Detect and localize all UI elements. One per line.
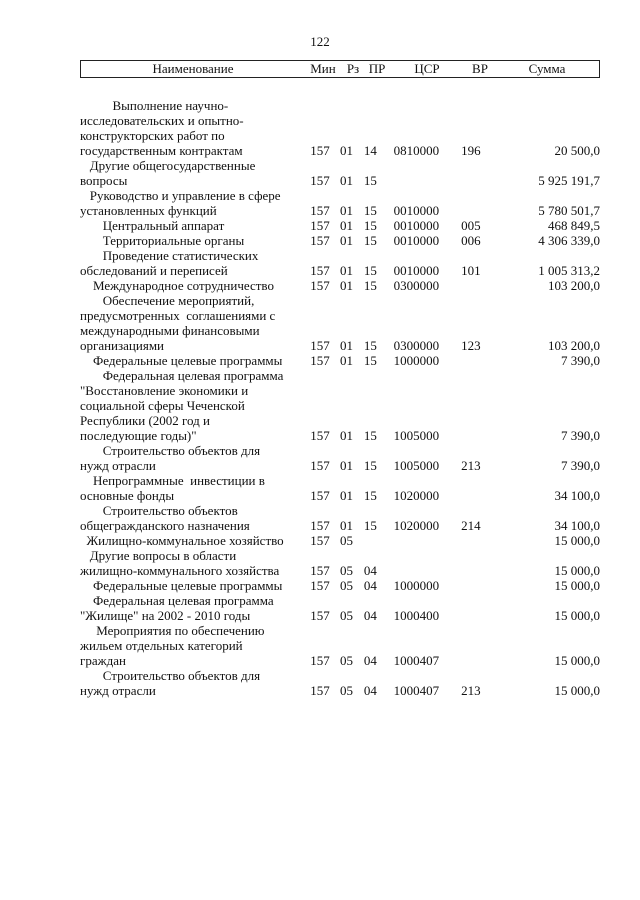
table-row xyxy=(80,248,600,278)
row-name: Непрограммные инвестиции в основные фонды xyxy=(80,473,265,503)
row-pr: 14 xyxy=(363,143,377,158)
row-rz: 01 xyxy=(340,518,353,533)
table-body xyxy=(80,98,600,698)
row-name: Федеральная целевая программа "Восстановление экономики и социальной сферы Чеченской Республики (2002 год и последующие годы)" xyxy=(80,368,284,443)
row-rz: 01 xyxy=(340,203,353,218)
row-csr: 1020000 xyxy=(393,518,440,533)
row-vr: 213 xyxy=(461,683,481,698)
row-pr: 15 xyxy=(363,218,377,233)
row-min: 157 xyxy=(310,278,330,293)
row-vr: 101 xyxy=(461,263,481,278)
table-row xyxy=(80,233,600,248)
row-min: 157 xyxy=(310,218,330,233)
row-sum: 468 849,5 xyxy=(548,218,600,233)
row-name: Международное сотрудничество xyxy=(80,278,274,293)
row-csr: 0010000 xyxy=(393,233,440,248)
row-pr: 15 xyxy=(363,233,377,248)
row-name: Мероприятия по обеспечению жильем отдельных категорий граждан xyxy=(80,623,265,668)
row-rz: 01 xyxy=(340,143,353,158)
table-row xyxy=(80,593,600,623)
table-row xyxy=(80,623,600,668)
table-row xyxy=(80,443,600,473)
row-pr: 04 xyxy=(363,683,377,698)
row-vr: 006 xyxy=(461,233,481,248)
row-name: Федеральные целевые программы xyxy=(80,353,283,368)
row-sum: 15 000,0 xyxy=(554,578,600,593)
row-sum: 5 780 501,7 xyxy=(538,203,600,218)
header-pr: ПР xyxy=(368,61,386,76)
row-csr: 1000000 xyxy=(393,578,440,593)
header-rz: Рз xyxy=(346,61,360,76)
table-row xyxy=(80,353,600,368)
row-name: Обеспечение мероприятий, предусмотренных соглашениями с международными финансовыми организациями xyxy=(80,293,276,353)
row-csr: 0300000 xyxy=(393,278,440,293)
row-name: Проведение статистических обследований и переписей xyxy=(80,248,259,278)
row-csr: 1000407 xyxy=(393,653,440,668)
header-csr: ЦСР xyxy=(414,61,440,76)
row-sum: 34 100,0 xyxy=(554,488,600,503)
row-pr: 15 xyxy=(363,203,377,218)
row-sum: 15 000,0 xyxy=(554,563,600,578)
row-sum: 15 000,0 xyxy=(554,653,600,668)
row-name: Жилищно-коммунальное хозяйство xyxy=(80,533,284,548)
row-sum: 15 000,0 xyxy=(554,608,600,623)
row-csr: 1005000 xyxy=(393,428,440,443)
row-name: Выполнение научно- исследовательских и опытно- конструкторских работ по государственным контрактам xyxy=(80,98,244,158)
table-row xyxy=(80,278,600,293)
row-csr: 1000400 xyxy=(393,608,440,623)
row-name: Федеральная целевая программа "Жилище" на 2002 - 2010 годы xyxy=(80,593,274,623)
row-min: 157 xyxy=(310,353,330,368)
row-min: 157 xyxy=(310,233,330,248)
row-rz: 01 xyxy=(340,488,353,503)
row-min: 157 xyxy=(310,533,330,548)
row-min: 157 xyxy=(310,683,330,698)
row-pr: 15 xyxy=(363,173,377,188)
row-sum: 34 100,0 xyxy=(554,518,600,533)
header-min: Мин xyxy=(310,61,336,76)
row-rz: 05 xyxy=(340,683,353,698)
row-pr: 15 xyxy=(363,488,377,503)
row-pr: 04 xyxy=(363,563,377,578)
row-csr: 1005000 xyxy=(393,458,440,473)
row-min: 157 xyxy=(310,518,330,533)
row-csr: 1000407 xyxy=(393,683,440,698)
row-rz: 01 xyxy=(340,338,353,353)
row-vr: 214 xyxy=(461,518,481,533)
table-row xyxy=(80,368,600,443)
row-vr: 123 xyxy=(461,338,481,353)
row-sum: 5 925 191,7 xyxy=(538,173,600,188)
table-row xyxy=(80,668,600,698)
row-min: 157 xyxy=(310,203,330,218)
row-rz: 05 xyxy=(340,653,353,668)
row-name: Федеральные целевые программы xyxy=(80,578,283,593)
row-sum: 15 000,0 xyxy=(554,533,600,548)
row-rz: 01 xyxy=(340,278,353,293)
row-rz: 01 xyxy=(340,458,353,473)
row-sum: 20 500,0 xyxy=(554,143,600,158)
row-rz: 01 xyxy=(340,233,353,248)
row-name: Руководство и управление в сфере установленных функций xyxy=(80,188,281,218)
page-number: 122 xyxy=(310,34,330,49)
row-csr: 0010000 xyxy=(393,203,440,218)
row-csr: 0300000 xyxy=(393,338,440,353)
row-min: 157 xyxy=(310,563,330,578)
row-csr: 1020000 xyxy=(393,488,440,503)
row-sum: 15 000,0 xyxy=(554,683,600,698)
table-row xyxy=(80,473,600,503)
row-sum: 7 390,0 xyxy=(561,353,600,368)
row-name: Центральный аппарат xyxy=(80,218,225,233)
row-pr: 15 xyxy=(363,518,377,533)
row-rz: 01 xyxy=(340,428,353,443)
row-vr: 213 xyxy=(461,458,481,473)
row-pr: 04 xyxy=(363,653,377,668)
row-sum: 7 390,0 xyxy=(561,428,600,443)
row-name: Строительство объектов для нужд отрасли xyxy=(80,443,261,473)
table-row xyxy=(80,158,600,188)
table-row xyxy=(80,293,600,353)
row-name: Территориальные органы xyxy=(80,233,245,248)
row-sum: 103 200,0 xyxy=(548,278,600,293)
row-min: 157 xyxy=(310,173,330,188)
header-sum: Сумма xyxy=(528,61,566,76)
row-sum: 7 390,0 xyxy=(561,458,600,473)
row-sum: 103 200,0 xyxy=(548,338,600,353)
row-name: Строительство объектов общегражданского назначения xyxy=(80,503,250,533)
row-rz: 01 xyxy=(340,173,353,188)
table-row xyxy=(80,503,600,533)
row-rz: 01 xyxy=(340,353,353,368)
row-vr: 196 xyxy=(461,143,481,158)
table-row xyxy=(80,188,600,218)
row-min: 157 xyxy=(310,608,330,623)
row-rz: 01 xyxy=(340,263,353,278)
row-pr: 15 xyxy=(363,458,377,473)
row-min: 157 xyxy=(310,428,330,443)
row-csr: 0810000 xyxy=(393,143,440,158)
row-min: 157 xyxy=(310,578,330,593)
row-min: 157 xyxy=(310,458,330,473)
table-row xyxy=(80,533,600,548)
row-vr: 005 xyxy=(461,218,481,233)
row-name: Строительство объектов для нужд отрасли xyxy=(80,668,261,698)
row-rz: 05 xyxy=(340,563,353,578)
row-min: 157 xyxy=(310,143,330,158)
table-header xyxy=(80,60,600,78)
row-min: 157 xyxy=(310,653,330,668)
row-min: 157 xyxy=(310,488,330,503)
row-csr: 0010000 xyxy=(393,263,440,278)
header-vr: ВР xyxy=(472,61,488,76)
row-name: Другие вопросы в области жилищно-коммунального хозяйства xyxy=(80,548,280,578)
row-csr: 0010000 xyxy=(393,218,440,233)
row-rz: 01 xyxy=(340,218,353,233)
table-row xyxy=(80,218,600,233)
row-min: 157 xyxy=(310,338,330,353)
row-csr: 1000000 xyxy=(393,353,440,368)
row-rz: 05 xyxy=(340,578,353,593)
row-sum: 4 306 339,0 xyxy=(538,233,600,248)
row-rz: 05 xyxy=(340,533,353,548)
row-pr: 15 xyxy=(363,278,377,293)
row-sum: 1 005 313,2 xyxy=(538,263,600,278)
header-name: Наименование xyxy=(152,61,234,76)
row-pr: 15 xyxy=(363,263,377,278)
table-row xyxy=(80,548,600,578)
row-pr: 15 xyxy=(363,353,377,368)
row-pr: 04 xyxy=(363,608,377,623)
row-min: 157 xyxy=(310,263,330,278)
row-name: Другие общегосударственные вопросы xyxy=(80,158,256,188)
row-rz: 05 xyxy=(340,608,353,623)
table-row xyxy=(80,98,600,158)
row-pr: 15 xyxy=(363,428,377,443)
row-pr: 04 xyxy=(363,578,377,593)
table-row xyxy=(80,578,600,593)
row-pr: 15 xyxy=(363,338,377,353)
